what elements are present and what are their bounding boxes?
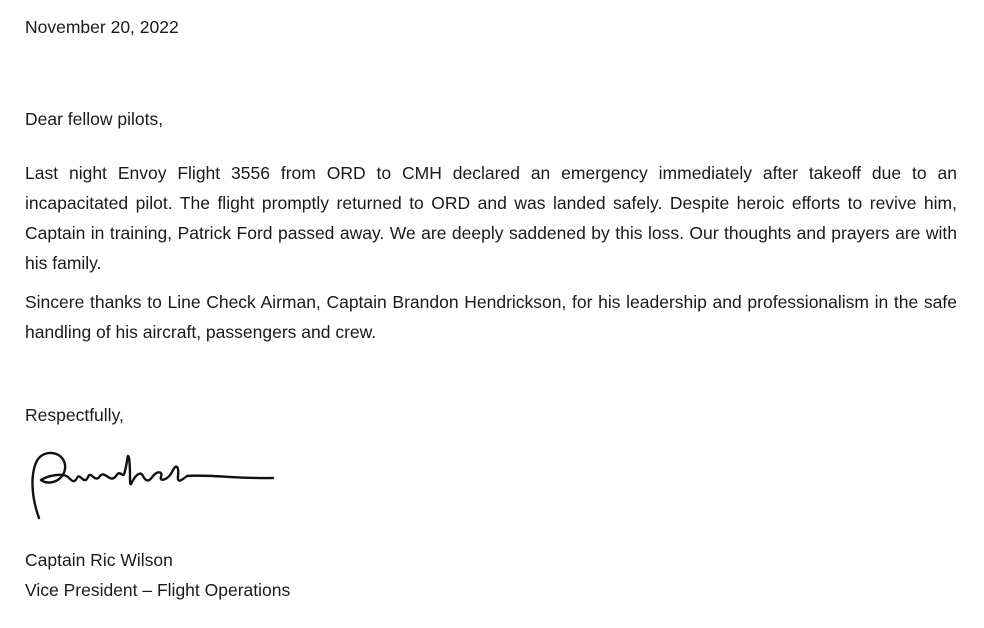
letter-date: November 20, 2022 (25, 17, 179, 37)
salutation: Dear fellow pilots, (25, 109, 164, 129)
body-paragraph-2: Sincere thanks to Line Check Airman, Captain Brandon Hendrickson, for his leadership and professionalism in the safe handling of his aircraft, passengers and crew. (25, 292, 957, 342)
signature-icon (25, 446, 285, 526)
signer-title: Vice President – Flight Operations (25, 580, 291, 600)
body-paragraph-1: Last night Envoy Flight 3556 from ORD to CMH declared an emergency immediately after takeoff due to an incapacitated pilot. The flight promptly returned to ORD and was landed safely. Despite heroic efforts to revive him, Captain in training, Patrick Ford passed away. We are deeply saddened by this loss. Our thoughts and prayers are with his family. (25, 163, 957, 273)
signer-name: Captain Ric Wilson (25, 550, 173, 570)
closing: Respectfully, (25, 405, 124, 425)
signature-stroke (32, 453, 273, 518)
